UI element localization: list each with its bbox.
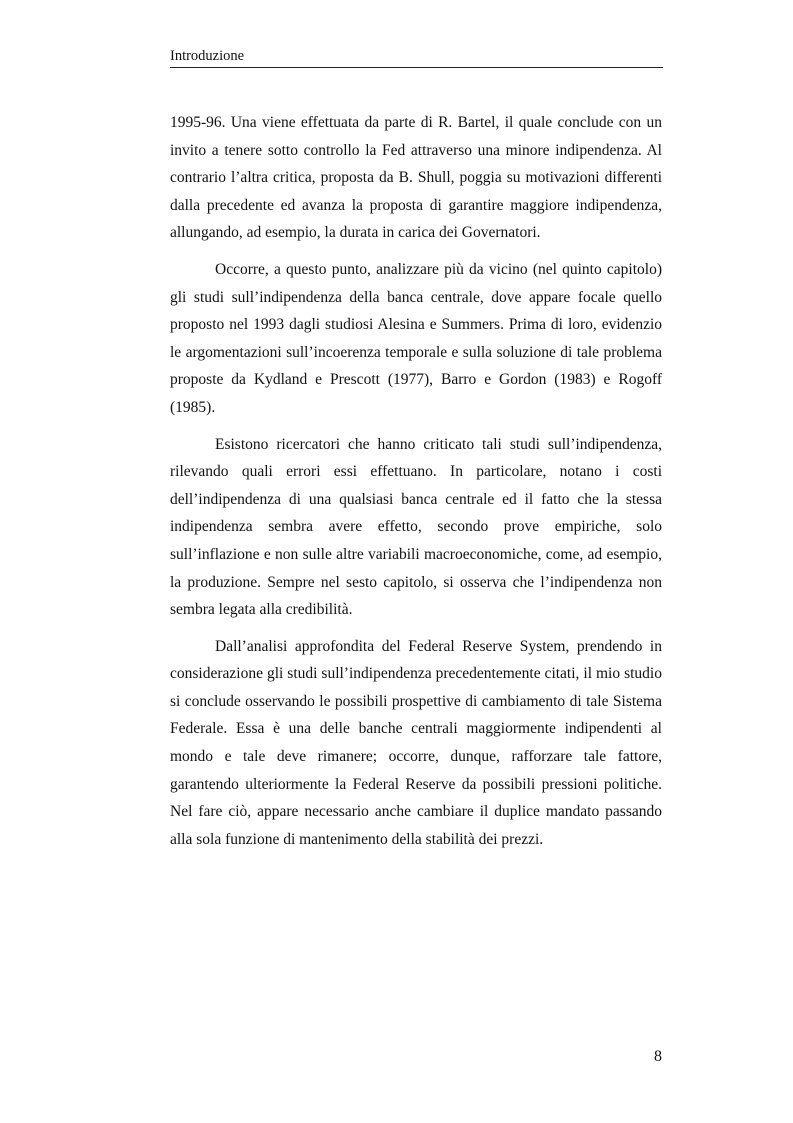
page-number: 8 (654, 1048, 662, 1065)
paragraph-conclusion: Dall’analisi approfondita del Federal Reserve System, prendendo in considerazione gli studi sull’indipendenza precedentemente citati, il mio studio si conclude osservando le possibili prospettive di cambiamento di tale Sistema Federale. Essa è una delle banche centrali maggiormente indipendenti al mondo e tale deve rimanere; occorre, dunque, rafforzare tale fattore, garantendo ulteriormente la Federal Reserve da possibili pressioni politiche. Nel fare ciò, appare necessario anche cambiare il duplice mandato passando alla sola funzione di mantenimento della stabilità dei prezzi. (170, 637, 662, 848)
chapter-title: Introduzione (170, 48, 245, 64)
running-header (170, 47, 663, 68)
paragraph-independence-studies: Occorre, a questo punto, analizzare più da vicino (nel quinto capitolo) gli studi sull’indipendenza della banca centrale, dove appare focale quello proposto nel 1993 dagli studiosi Alesina e Summers. Prima di loro, evidenzio le argomentazioni sull’incoerenza temporale e sulla soluzione di tale problema proposte da Kydland e Prescott (1977), Barro e Gordon (1983) e Rogoff (1985). (170, 260, 662, 416)
page-body (170, 109, 662, 853)
paragraph-critics: Esistono ricercatori che hanno criticato tali studi sull’indipendenza, rilevando quali errori essi effettuano. In particolare, notano i costi dell’indipendenza di una qualsiasi banca centrale ed il fatto che la stessa indipendenza sembra avere effetto, secondo prove empiriche, solo sull’inflazione e non sulle altre variabili macroeconomiche, come, ad esempio, la produzione. Sempre nel sesto capitolo, si osserva che l’indipendenza non sembra legata alla credibilità. (170, 435, 662, 619)
paragraph-continuation: 1995-96. Una viene effettuata da parte di R. Bartel, il quale conclude con un invito a tenere sotto controllo la Fed attraverso una minore indipendenza. Al contrario l’altra critica, proposta da B. Shull, poggia su motivazioni differenti dalla precedente ed avanza la proposta di garantire maggiore indipendenza, allungando, ad esempio, la durata in carica dei Governatori. (170, 114, 662, 242)
